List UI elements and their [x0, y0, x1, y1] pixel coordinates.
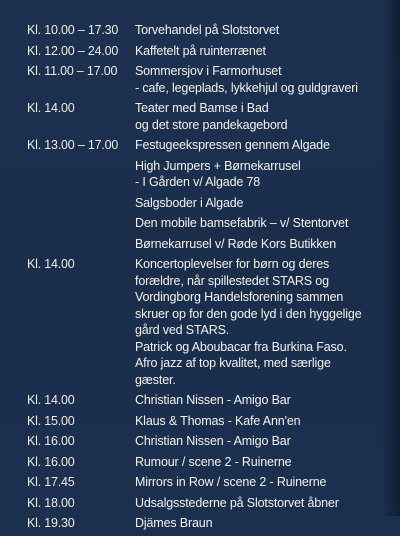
schedule-row: [0, 137, 400, 158]
event-time: Kl. 14.00: [27, 101, 75, 115]
event-time: Kl. 17.45: [27, 475, 75, 489]
schedule-row: [0, 454, 400, 475]
event-description: [135, 392, 397, 409]
event-description: [135, 215, 397, 232]
schedule-row: [0, 22, 400, 43]
event-time: Kl. 14.00: [27, 393, 75, 407]
event-description: [135, 474, 397, 491]
event-schedule: [0, 22, 400, 536]
event-line: Christian Nissen - Amigo Bar: [135, 434, 291, 448]
event-line: Teater med Bamse i Bad: [135, 101, 269, 115]
event-line: - I Gården v/ Algade 78: [135, 175, 261, 189]
event-line: Den mobile bamsefabrik – v/ Stentorvet: [135, 216, 349, 230]
event-line: Børnekarrusel v/ Røde Kors Butikken: [135, 236, 337, 251]
event-line: Vordingborg Handelsforening sammen: [135, 290, 344, 304]
event-description: [135, 433, 397, 450]
event-description: [135, 158, 397, 191]
event-time: Kl. 11.00 – 17.00: [27, 64, 118, 78]
event-description: [135, 63, 397, 96]
event-line: skruer op for den gode lyd i den hyggelige: [135, 306, 362, 321]
event-line: Afro jazz af top kvalitet, med særlige: [135, 356, 331, 370]
schedule-row: [0, 433, 400, 454]
event-line: - cafe, legeplads, lykkehjul og guldgraveri: [135, 80, 358, 95]
event-time: Kl. 16.00: [27, 454, 75, 469]
schedule-row: [0, 43, 400, 64]
schedule-row: [0, 474, 400, 495]
event-line: Sommersjov i Farmorhuset: [135, 64, 282, 78]
event-description: [135, 22, 397, 39]
event-line: Mirrors in Row / scene 2 - Ruinerne: [135, 475, 327, 489]
event-line: gård ved STARS.: [135, 323, 230, 337]
event-line: Koncertoplevelser for børn og deres: [135, 257, 330, 271]
event-line: gæster.: [135, 372, 176, 387]
event-time: Kl. 19.30: [27, 516, 75, 530]
event-time: Kl. 16.00: [27, 434, 75, 448]
event-line: High Jumpers + Børnekarrusel: [135, 158, 301, 173]
event-time: Kl. 10.00 – 17.30: [27, 23, 119, 37]
event-line: Rumour / scene 2 - Ruinerne: [135, 454, 292, 469]
event-line: Salgsboder i Algade: [135, 195, 244, 210]
event-line: Patrick og Aboubacar fra Burkina Faso.: [135, 339, 347, 354]
schedule-row: [0, 215, 400, 236]
event-description: [135, 43, 397, 60]
event-line: Djämes Braun: [135, 516, 213, 530]
schedule-row: [0, 495, 400, 516]
schedule-row: [0, 515, 400, 536]
event-description: [135, 454, 397, 471]
event-description: [135, 413, 397, 430]
event-description: [135, 515, 397, 532]
schedule-row: [0, 158, 400, 195]
schedule-row: [0, 195, 400, 216]
event-line: Kaffetelt på ruinterrænet: [135, 43, 266, 58]
event-line: og det store pandekagebord: [135, 117, 288, 132]
schedule-row: [0, 100, 400, 137]
event-description: [135, 100, 397, 133]
schedule-row: [0, 256, 400, 392]
event-time: Kl. 15.00: [27, 413, 75, 428]
event-line: forældre, når spillestedet STARS og: [135, 273, 329, 288]
schedule-row: [0, 236, 400, 257]
event-line: Festugeekspressen gennem Algade: [135, 138, 330, 152]
event-line: Christian Nissen - Amigo Bar: [135, 393, 291, 407]
event-line: Udsalgsstederne på Slotstorvet åbner: [135, 495, 339, 510]
event-description: [135, 495, 397, 512]
schedule-row: [0, 392, 400, 413]
schedule-row: [0, 413, 400, 434]
event-description: [135, 195, 397, 212]
event-time: Kl. 12.00 – 24.00: [27, 43, 119, 58]
schedule-row: [0, 63, 400, 100]
event-time: Kl. 18.00: [27, 495, 75, 510]
event-time: Kl. 13.00 – 17.00: [27, 138, 119, 152]
event-time: Kl. 14.00: [27, 257, 75, 271]
event-description: [135, 137, 397, 154]
event-line: Klaus & Thomas - Kafe Ann'en: [135, 413, 301, 428]
event-description: [135, 256, 397, 388]
event-description: [135, 236, 397, 253]
event-line: Torvehandel på Slotstorvet: [135, 23, 280, 37]
